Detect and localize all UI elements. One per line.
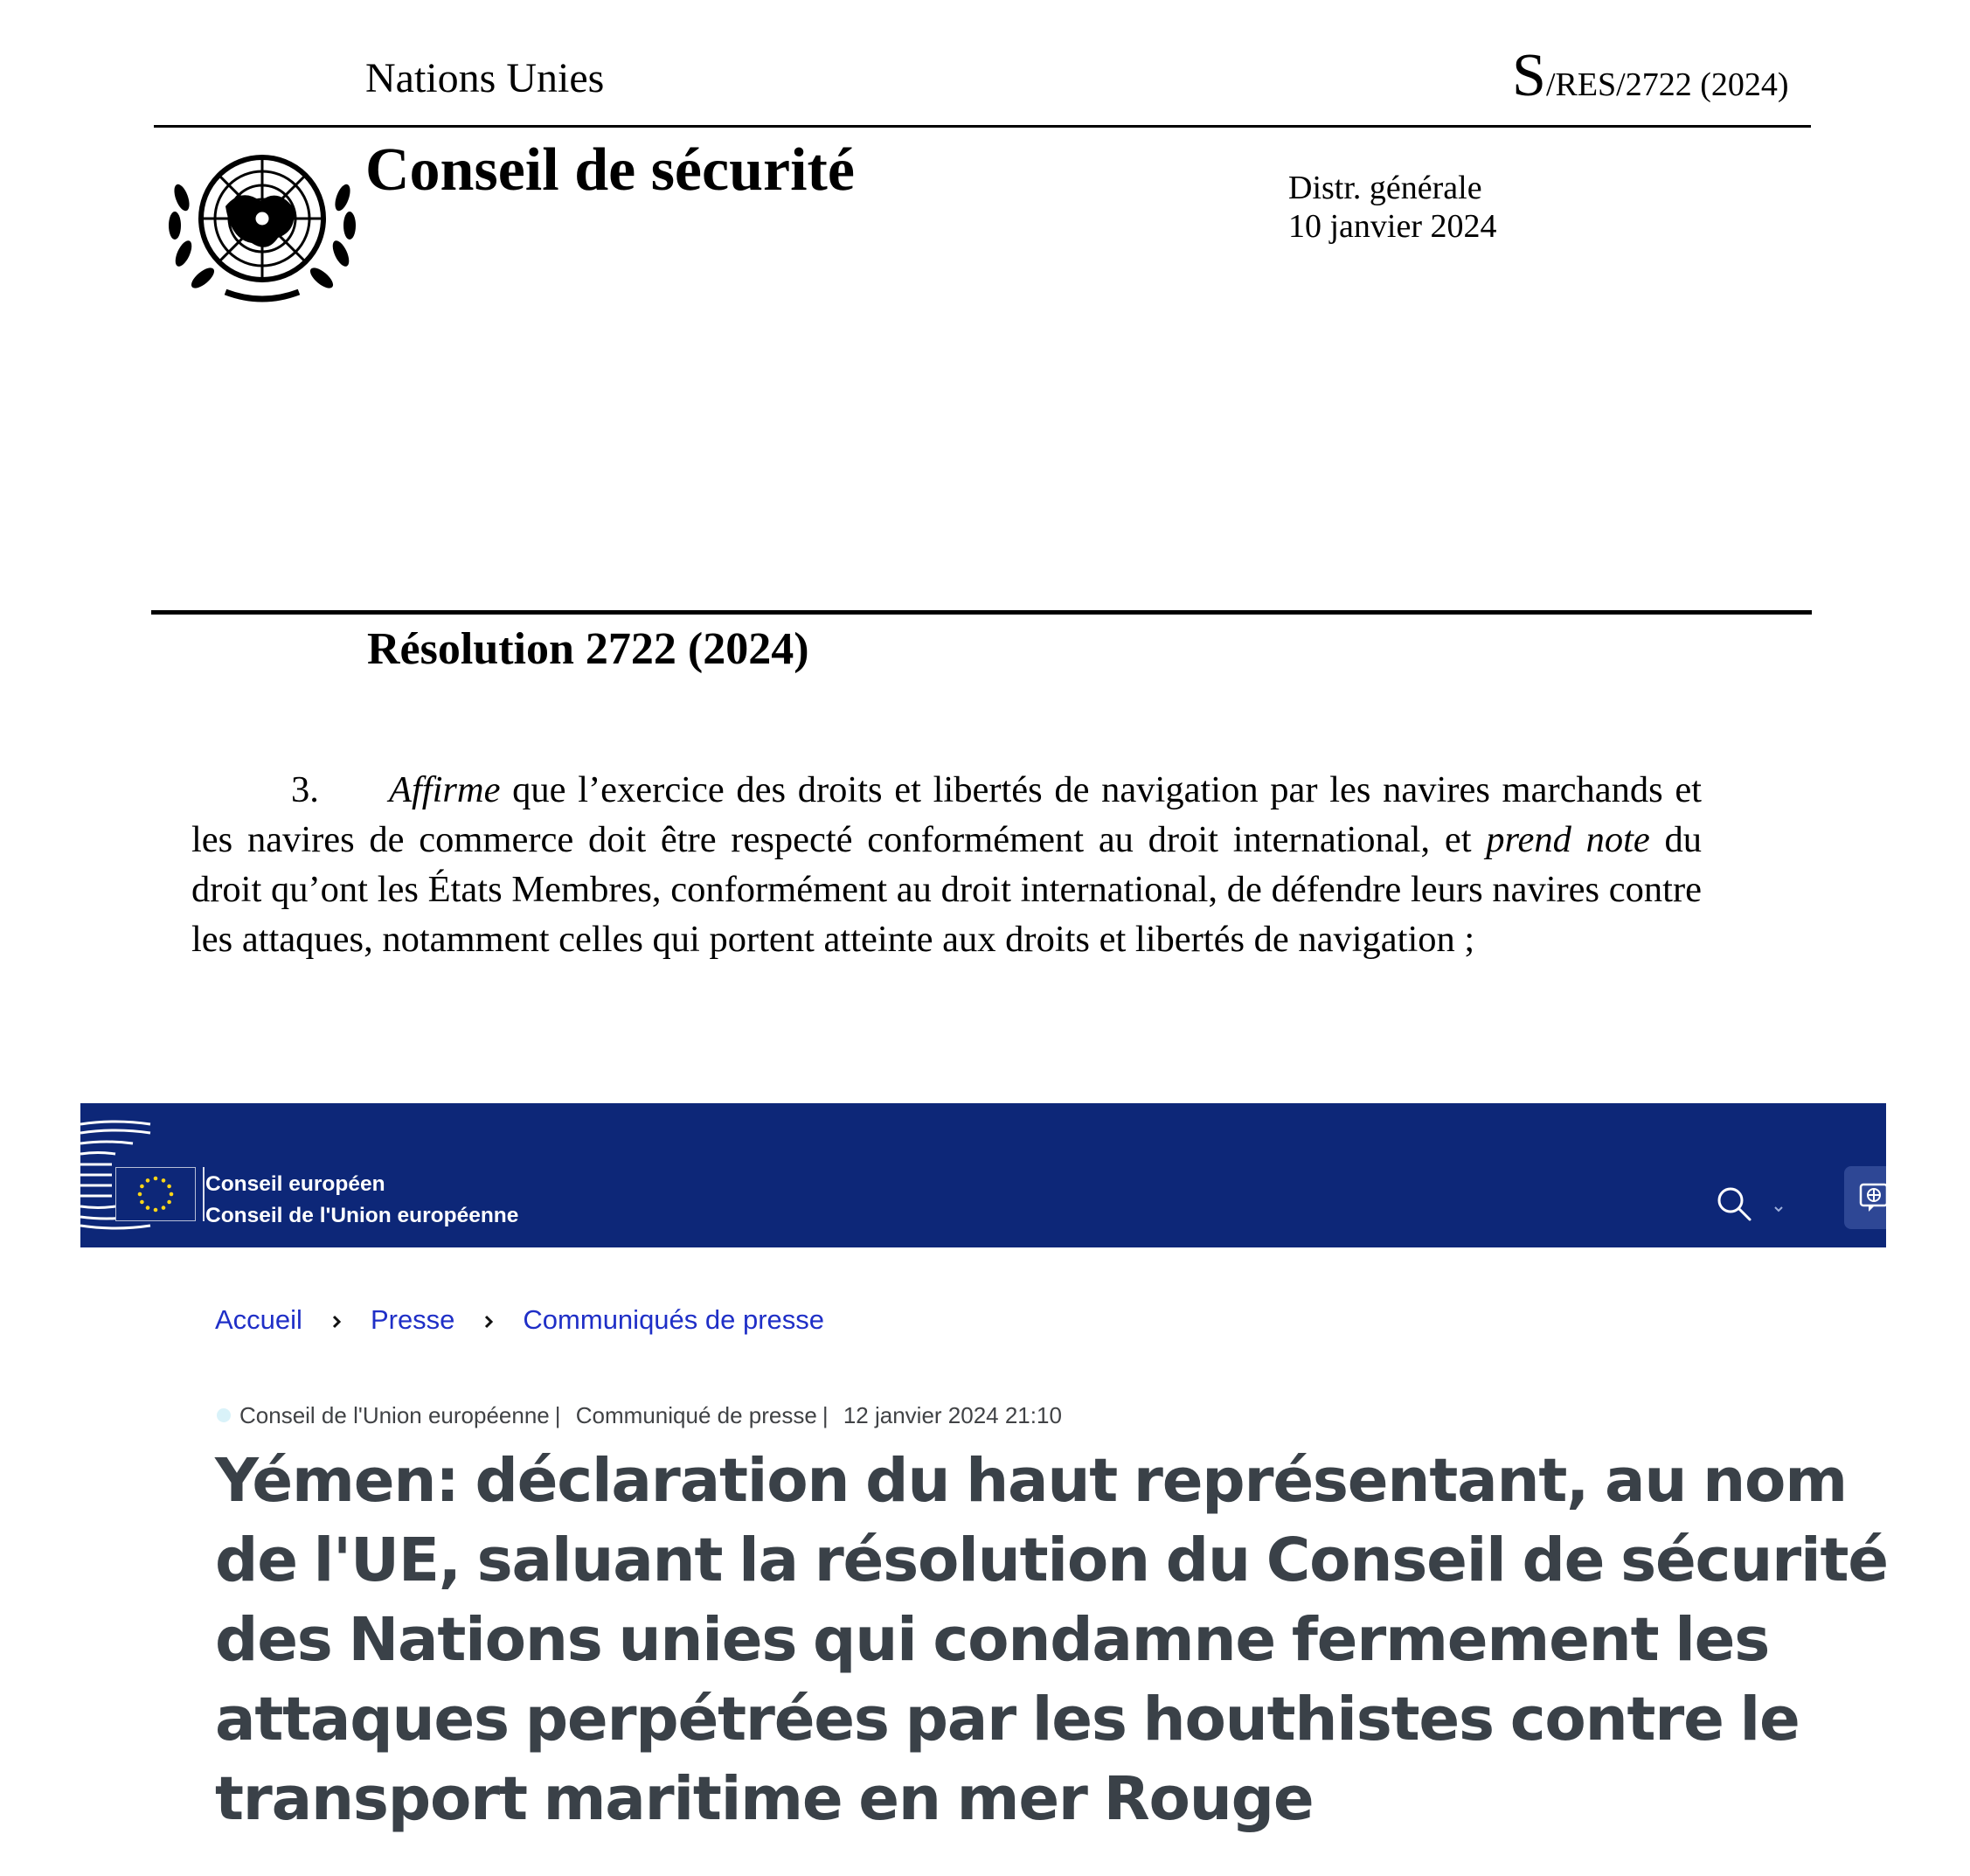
eu-site-header: [80, 1103, 1886, 1247]
chevron-right-icon: [475, 1313, 503, 1331]
article-headline: Yémen: déclaration du haut représentant, au nom de l'UE, saluant la résolution du Conseil de sécurité des Nations unies qui condamne fermement les attaques perpétrées par les houthistes contre le transport maritime en mer Rouge: [215, 1446, 1888, 1834]
chevron-right-icon: [323, 1313, 351, 1331]
article-meta: [217, 1401, 1062, 1429]
emphasized-phrase: prend note: [1486, 819, 1650, 860]
council-title: Conseil de sécurité: [365, 136, 855, 204]
globe-icon: [1858, 1182, 1886, 1213]
document-symbol-s: S: [1512, 42, 1546, 109]
resolution-paragraph: [191, 765, 1702, 964]
breadcrumb-press[interactable]: Presse: [370, 1304, 455, 1335]
document-symbol: [1512, 42, 1789, 109]
breadcrumb-home[interactable]: Accueil: [215, 1304, 302, 1335]
document-symbol-rest: /RES/2722 (2024): [1545, 66, 1789, 103]
resolution-title: Résolution 2722 (2024): [367, 624, 809, 674]
meta-separator: |: [554, 1402, 561, 1428]
distribution-label: Distr. générale: [1288, 170, 1482, 206]
breadcrumb: [215, 1303, 824, 1338]
language-button[interactable]: [1844, 1166, 1886, 1229]
meta-source: Conseil de l'Union européenne: [239, 1402, 550, 1428]
logo-divider: [203, 1167, 205, 1221]
distribution-block: [1288, 169, 1497, 246]
chevron-down-icon[interactable]: [1772, 1205, 1785, 1213]
meta-type: Communiqué de presse: [575, 1402, 817, 1428]
site-name[interactable]: [205, 1169, 518, 1232]
paragraph-number: 3.: [291, 769, 319, 810]
site-name-line1: Conseil européen: [205, 1172, 385, 1196]
eu-flag-icon: [115, 1167, 196, 1221]
meta-separator: |: [822, 1402, 829, 1428]
un-organization-name: Nations Unies: [365, 55, 605, 101]
breadcrumb-press-releases[interactable]: Communiqués de presse: [523, 1304, 825, 1335]
paragraph-text-1: que l’exercice des droits et libertés de navigation par les navires marchands et les navires de commerce doit être respecté conformément au droit international, et: [191, 769, 1702, 860]
meta-datetime: 12 janvier 2024 21:10: [843, 1402, 1062, 1428]
search-icon[interactable]: [1715, 1185, 1753, 1223]
site-name-line2: Conseil de l'Union européenne: [205, 1204, 519, 1227]
paragraph-text-2: du droit qu’ont les États Membres, conformément au droit international, de défendre leurs navires contre les attaques, notamment celles qui portent atteinte aux droits et libertés de navigation ;: [191, 819, 1703, 960]
section-rule: [151, 610, 1812, 615]
document-date: 10 janvier 2024: [1288, 208, 1497, 245]
operative-verb: Affirme: [389, 769, 501, 810]
un-emblem-icon: [164, 145, 360, 304]
source-dot-icon: [217, 1408, 231, 1422]
header-rule: [154, 125, 1811, 128]
